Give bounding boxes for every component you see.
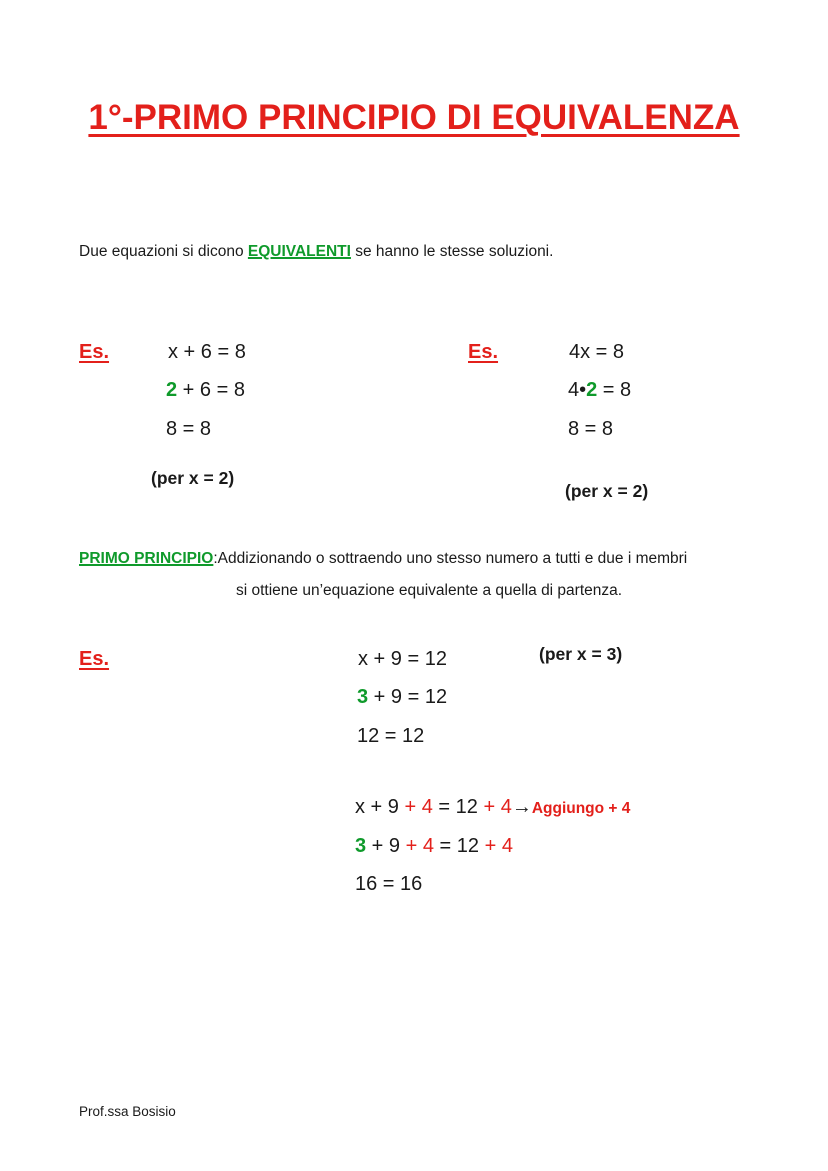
example1-line2 [166,379,245,402]
definition-keyword: EQUIVALENTI [247,243,351,260]
example3-line6: 16 = 16 [355,873,423,895]
example3-line5-value: 3 [355,835,367,857]
example3-line4-added-right: + 4 [483,796,512,818]
example3-line4-part-c: = 12 [432,796,484,818]
example1-line3: 8 = 8 [166,418,212,440]
example3-line5 [355,835,513,858]
example2-line2 [568,379,631,402]
example3-line3: 12 = 12 [357,725,425,747]
example1-note: (per x = 2) [151,468,235,488]
footer-author: Prof.ssa Bosisio [79,1104,176,1119]
arrow-right-icon: → [511,796,532,818]
example1-line1: x + 6 = 8 [168,341,246,363]
principle-text1: :Addizionando o sottraendo uno stesso numero a tutti e due i membri [213,550,688,567]
example3-line5-added-left: + 4 [405,835,434,857]
example1-line2-rest: + 6 = 8 [177,379,245,401]
example3-line5-part-c: = 12 [433,835,485,857]
example3-line2-rest: + 9 = 12 [368,686,448,708]
example3-substituted-value: 3 [357,686,369,708]
example2-line2-prefix: 4• [568,379,587,401]
example1-label: Es. [79,341,110,363]
example2-line1: 4x = 8 [569,341,625,363]
example3-line4-part-a: x + 9 [355,796,405,818]
example3-line5-added-right: + 4 [484,835,513,857]
definition-paragraph [79,243,553,261]
example3-label: Es. [79,648,110,670]
example3-line4-added-left: + 4 [404,796,433,818]
definition-text-after: se hanno le stesse soluzioni. [350,243,554,260]
example3-line2 [357,686,447,709]
example2-line3: 8 = 8 [568,418,614,440]
example3-add-note: Aggiungo + 4 [531,800,631,817]
example2-line2-rest: = 8 [597,379,632,401]
example3-line1: x + 9 = 12 [358,648,447,670]
principle-line1 [79,550,687,568]
example2-substituted-value: 2 [586,379,598,401]
example3-line4 [355,796,630,819]
example2-label: Es. [468,341,499,363]
example1-substituted-value: 2 [166,379,178,401]
page-title: 1°-PRIMO PRINCIPIO DI EQUIVALENZA [88,98,740,137]
example2-note: (per x = 2) [565,481,649,501]
example3-note: (per x = 3) [539,644,623,664]
principle-text2: si ottiene un’equazione equivalente a quella di partenza. [236,582,623,599]
principle-label: PRIMO PRINCIPIO [79,550,214,567]
example3-line5-part-a: + 9 [366,835,406,857]
definition-text-before: Due equazioni si dicono [79,243,248,260]
